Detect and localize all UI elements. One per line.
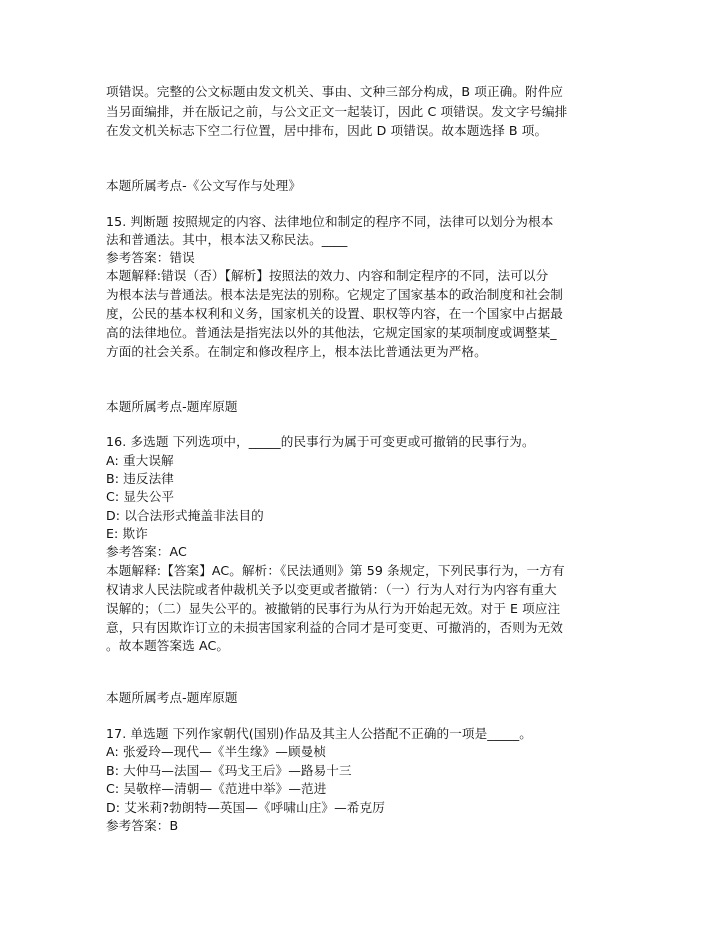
question-16-explanation: 权请求人民法院或者仲裁机关予以变更或者撤销：（一）行为人对行为内容有重大 [106, 582, 557, 597]
topic-label: 本题所属考点-题库原题 [106, 690, 238, 705]
question-17-option: D: 艾米莉?勃朗特—英国—《呼啸山庄》—希克厉 [106, 800, 385, 815]
question-15-text: 法和普通法。其中，根本法又称民法。____ [106, 232, 348, 247]
question-17-text: 17. 单选题 下列作家朝代(国别)作品及其主人公搭配不正确的一项是_____。 [106, 726, 532, 741]
question-17-answer: 参考答案：B [106, 818, 179, 833]
question-17-option: A: 张爱玲—现代—《半生缘》—顾曼桢 [106, 744, 327, 759]
question-16-text: 16. 多选题 下列选项中，_____的民事行为属于可变更或可撤销的民事行为。 [106, 434, 535, 449]
question-15-answer: 参考答案：错误 [106, 250, 195, 265]
question-15-explanation: 本题解释:错误（否）【解析】按照法的效力、内容和制定程序的不同，法可以分 [106, 268, 549, 283]
question-16-answer: 参考答案：AC [106, 544, 187, 559]
question-17-option: C: 吴敬梓—清朝—《范进中举》—范进 [106, 781, 327, 796]
question-16-option: E: 欺诈 [106, 526, 148, 541]
intro-line: 当另面编排，并在版记之前，与公文正文一起装订，因此 C 项错误。发文字号编排 [106, 104, 568, 119]
question-16-explanation: 意，只有因欺诈订立的未损害国家利益的合同才是可变更、可撤消的，否则为无效 [106, 620, 563, 635]
question-15-explanation: 方面的社会关系。在制定和修改程序上，根本法比普通法更为严格。 [106, 344, 487, 359]
question-16-option: B: 违反法律 [106, 471, 174, 486]
question-17-option: B: 大仲马—法国—《玛戈王后》—路易十三 [106, 763, 352, 778]
intro-line: 项错误。完整的公文标题由发文机关、事由、文种三部分构成，B 项正确。附件应 [106, 84, 564, 99]
question-15-text: 15. 判断题 按照规定的内容、法律地位和制定的程序不同，法律可以划分为根本 [106, 214, 554, 229]
question-15-explanation: 为根本法与普通法。根本法是宪法的别称。它规定了国家基本的政治制度和社会制 [106, 287, 563, 302]
question-16-explanation: 本题解释:【答案】AC。解析：《民法通则》第 59 条规定，下列民事行为，一方有 [106, 563, 565, 578]
question-15-explanation: 高的法律地位。普通法是指宪法以外的其他法，它规定国家的某项制度或调整某_ [106, 325, 557, 340]
question-15-explanation: 度，公民的基本权利和义务，国家机关的设置、职权等内容，在一个国家中占据最 [106, 306, 563, 321]
question-16-explanation: 误解的；（二）显失公平的。被撤销的民事行为从行为开始起无效。对于 E 项应注 [106, 601, 561, 616]
intro-line: 在发文机关标志下空二行位置，居中排布，因此 D 项错误。故本题选择 B 项。 [106, 123, 548, 138]
question-16-option: D: 以合法形式掩盖非法目的 [106, 508, 264, 523]
question-16-option: A: 重大误解 [106, 453, 174, 468]
question-16-option: C: 显失公平 [106, 489, 175, 504]
question-16-explanation: 。故本题答案选 AC。 [106, 638, 230, 653]
topic-label: 本题所属考点-《公文写作与处理》 [106, 178, 302, 193]
topic-label: 本题所属考点-题库原题 [106, 399, 238, 414]
